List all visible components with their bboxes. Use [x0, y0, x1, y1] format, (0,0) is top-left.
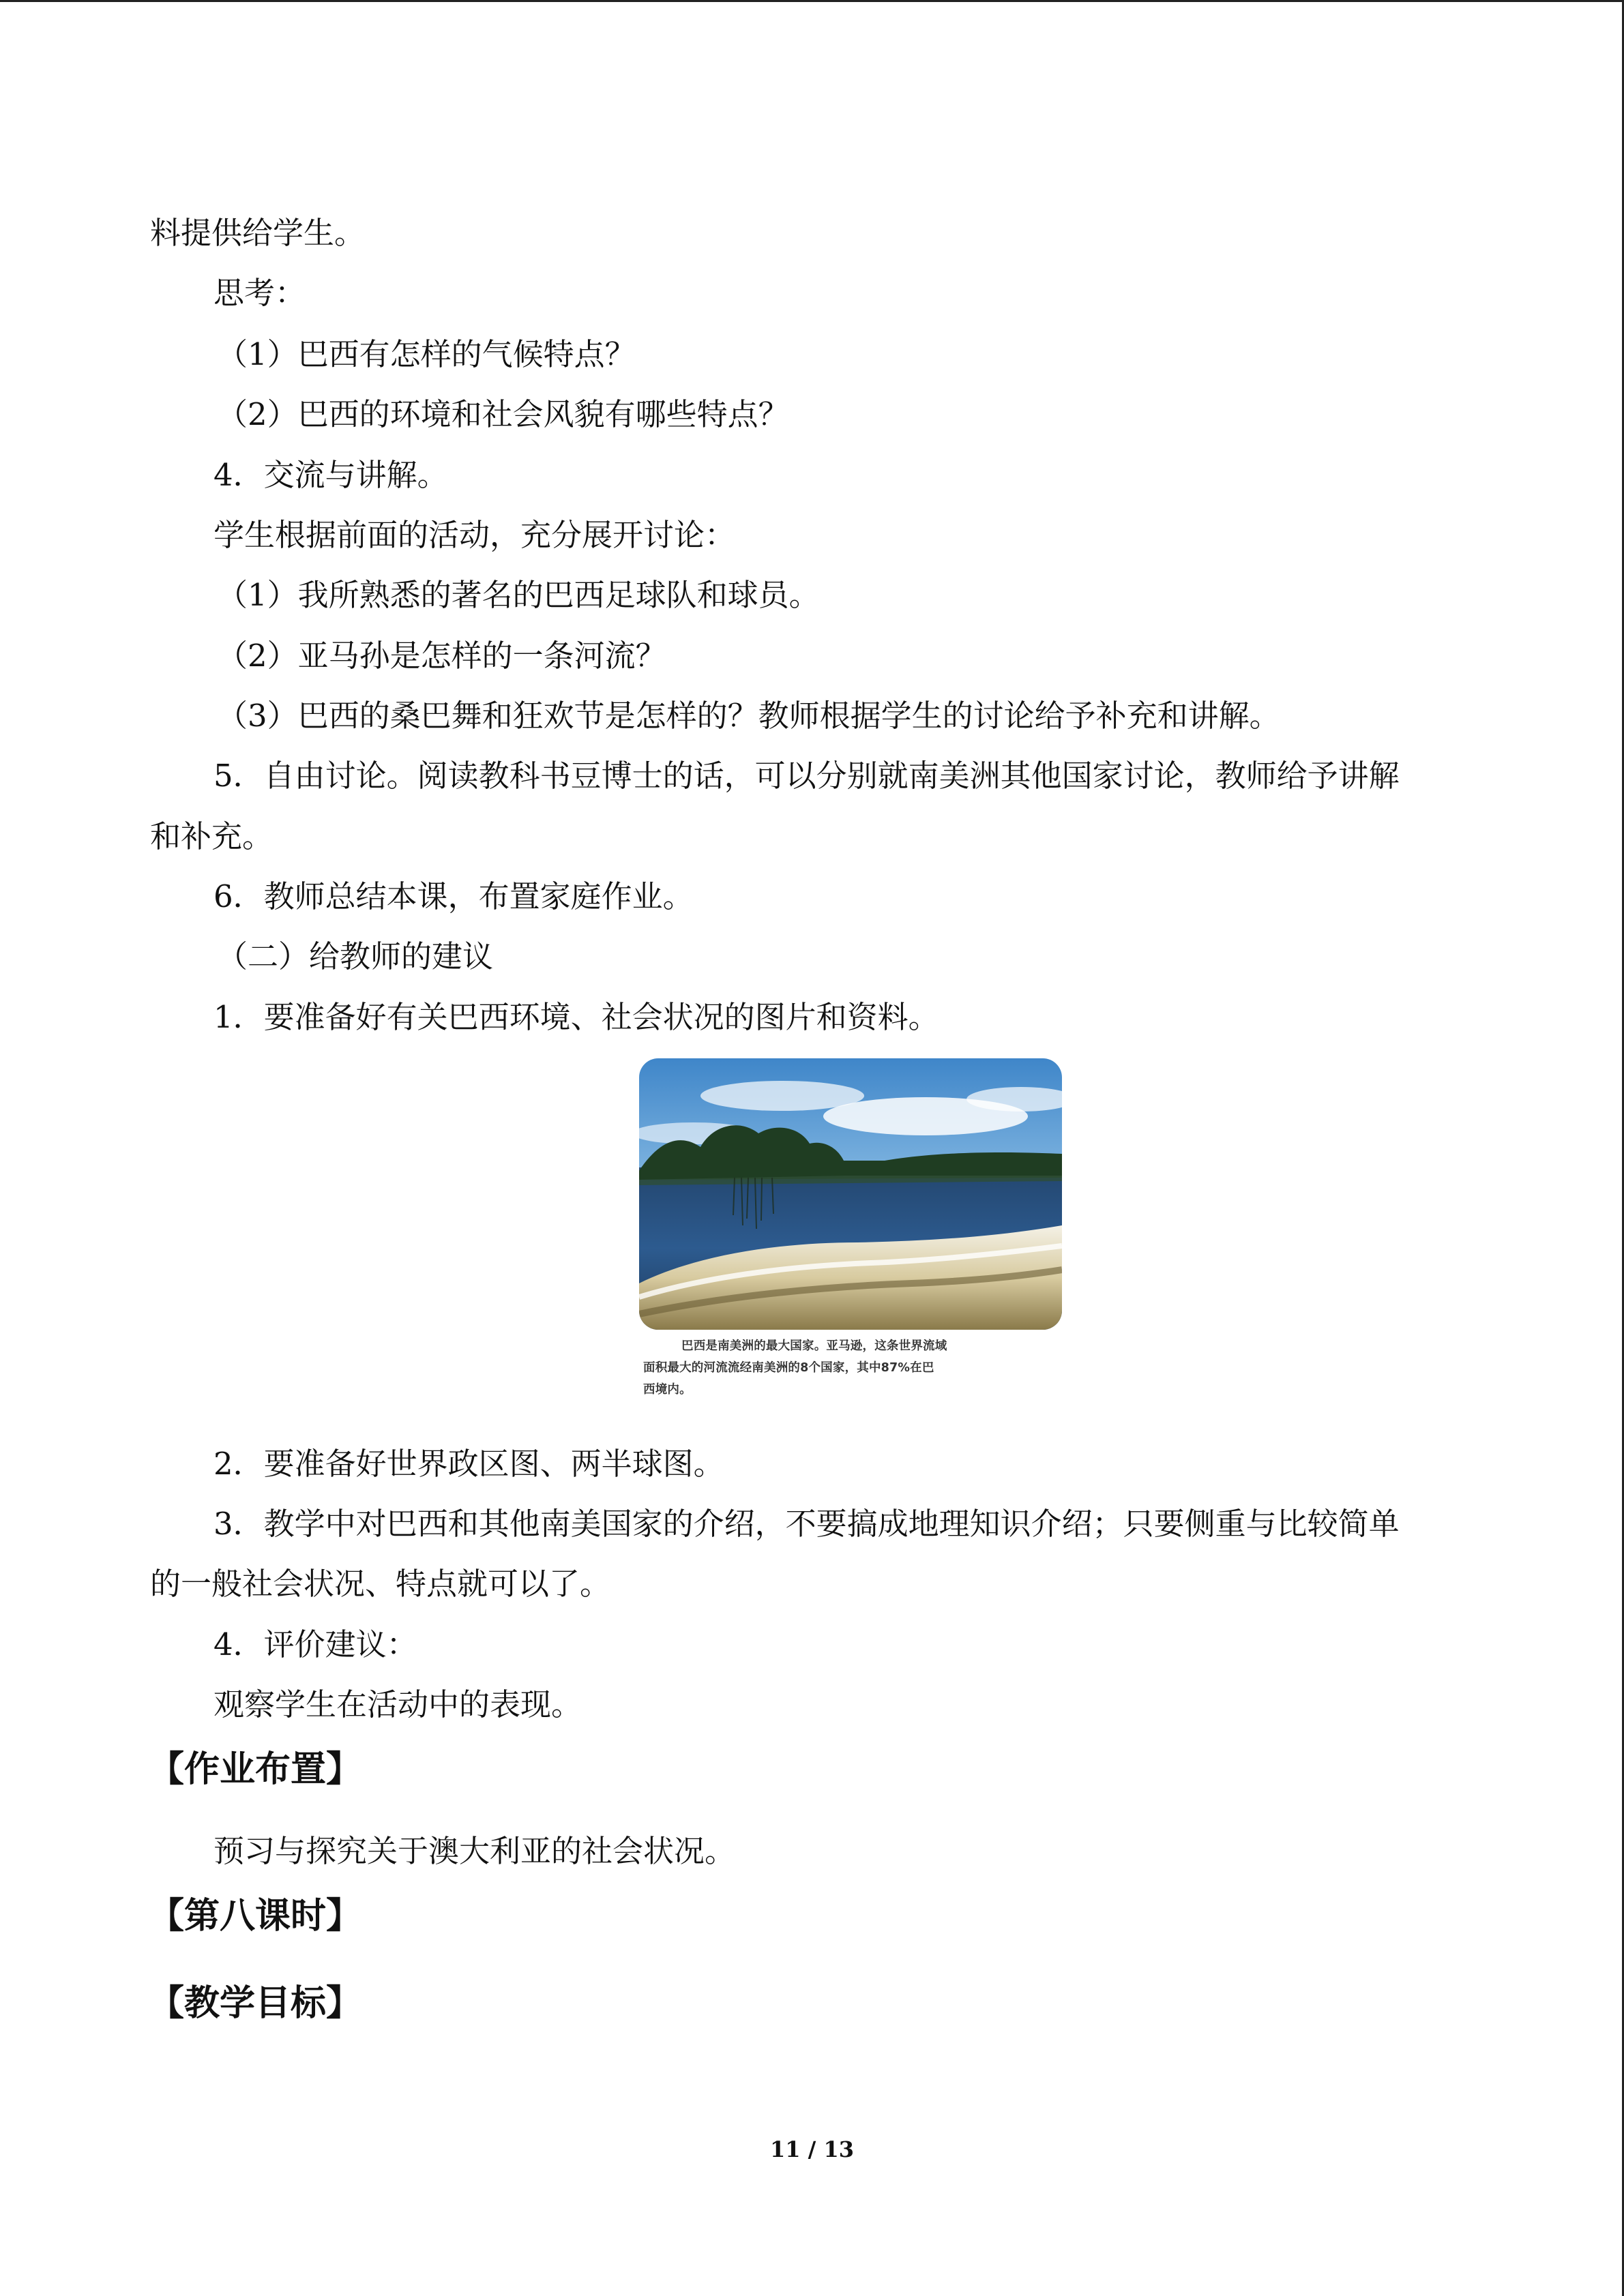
paragraph-line: （1）巴西有怎样的气候特点？ [217, 336, 636, 372]
paragraph-line: 料提供给学生。 [150, 215, 366, 251]
caption-line: 西境内。 [643, 1383, 692, 1397]
figure-caption [643, 1335, 1059, 1401]
paragraph-line: （3）巴西的桑巴舞和狂欢节是怎样的？教师根据学生的讨论给予补充和讲解。 [217, 698, 1280, 734]
section-heading-objectives: 【教学目标】 [149, 1983, 362, 2024]
paragraph-line: 学生根据前面的活动，充分展开讨论： [213, 517, 736, 553]
paragraph-line: 5．自由讨论。阅读教科书豆博士的话，可以分别就南美洲其他国家讨论，教师给予讲解 [213, 758, 1400, 794]
paragraph-line: 2．要准备好世界政区图、两半球图。 [213, 1446, 724, 1482]
paragraph-line: 观察学生在活动中的表现。 [213, 1686, 582, 1723]
paragraph-line: （1）我所熟悉的著名的巴西足球队和球员。 [217, 577, 820, 613]
caption-line: 巴西是南美洲的最大国家。亚马逊，这条世界流域 [681, 1339, 947, 1353]
paragraph-line: （二）给教师的建议 [217, 938, 494, 974]
section-heading-lesson8: 【第八课时】 [149, 1896, 362, 1937]
paragraph-line: 6．教师总结本课，布置家庭作业。 [213, 878, 694, 914]
paragraph-line: 3．教学中对巴西和其他南美国家的介绍，不要搞成地理知识介绍；只要侧重与比较简单 [213, 1506, 1400, 1542]
paragraph-line: 预习与探究关于澳大利亚的社会状况。 [213, 1833, 736, 1869]
paragraph-line: 1．要准备好有关巴西环境、社会状况的图片和资料。 [213, 999, 939, 1035]
caption-line: 面积最大的河流流经南美洲的8个国家，其中87%在巴 [643, 1361, 934, 1375]
paragraph-line: 思考： [213, 275, 306, 311]
paragraph-line: （2）亚马孙是怎样的一条河流？ [217, 638, 666, 674]
page-number: 11 / 13 [769, 2136, 855, 2162]
paragraph-line: 4．交流与讲解。 [213, 457, 448, 493]
paragraph-line: 和补充。 [150, 818, 274, 854]
section-heading-homework: 【作业布置】 [149, 1749, 362, 1790]
paragraph-line: 4．评价建议： [213, 1626, 417, 1663]
amazon-river-photo [639, 1058, 1062, 1330]
paragraph-line: （2）巴西的环境和社会风貌有哪些特点？ [217, 396, 789, 432]
river-figure [636, 1056, 1065, 1410]
paragraph-line: 的一般社会状况、特点就可以了。 [150, 1566, 611, 1602]
